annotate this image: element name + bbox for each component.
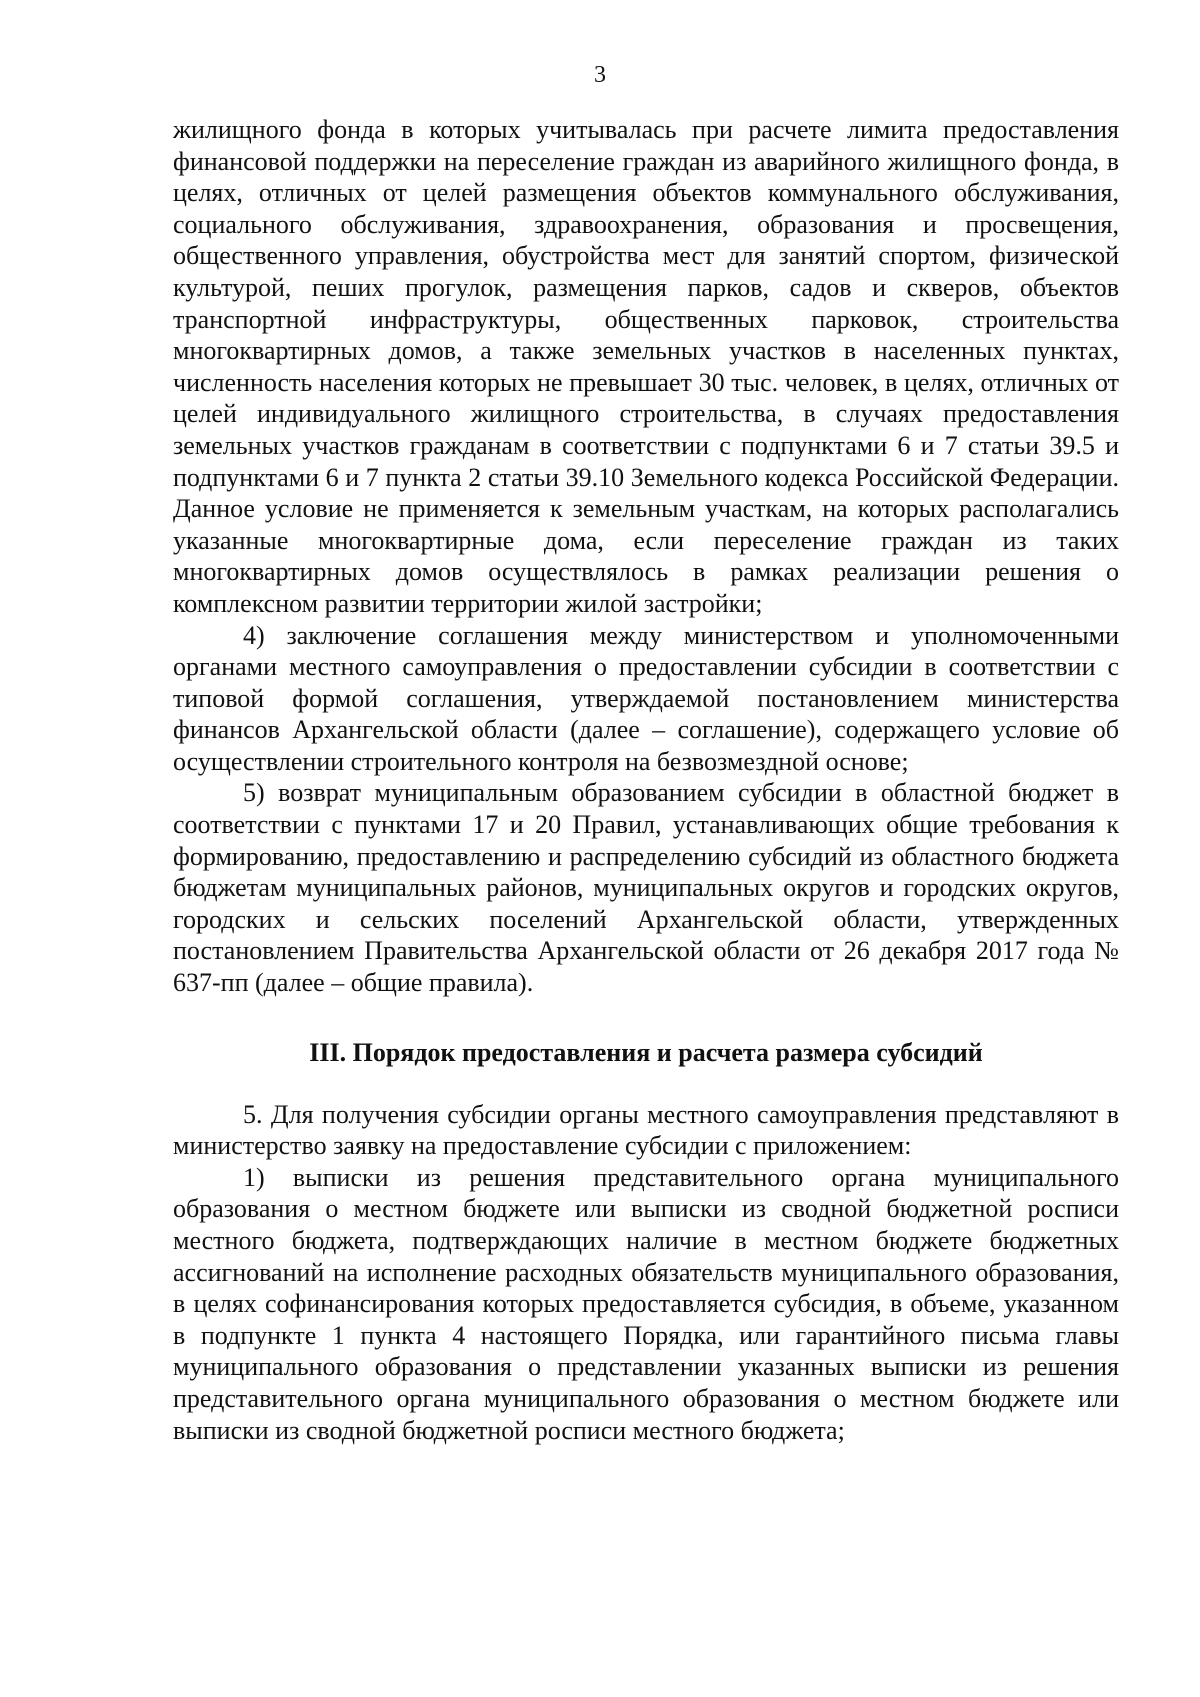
page-number: 3 [594, 62, 606, 88]
paragraph-point-5: 5. Для получения субсидии органы местного самоуправления представляют в министерство заявку на предоставление субсидии с приложением: [173, 1099, 1119, 1161]
paragraph-subitem-1: 1) выписки из решения представительного органа муниципального образования о местном бюджете или выписки из сводной бюджетной росписи местного бюджета, подтверждающих наличие в местном бюджете бюджетных ассигнований на исполнение расходных обязательств муниципального образования, в целях софинансирования которых предоставляется субсидия, в объеме, указанном в подпункте 1 пункта 4 настоящего Порядка, или гарантийного письма главы муниципального образования о представлении указанных выписки из решения представительного органа муниципального образования о местном бюджете или выписки из сводной бюджетной росписи местного бюджета; [173, 1162, 1119, 1445]
paragraph-continuation: жилищного фонда в которых учитывалась при расчете лимита предоставления финансовой поддержки на переселение граждан из аварийного жилищного фонда, в целях, отличных от целей размещения объектов коммунального обслуживания, социального обслуживания, здравоохранения, образования и просвещения, общественного управления, обустройства мест для занятий спортом, физической культурой, пеших прогулок, размещения парков, садов и скверов, объектов транспортной инфраструктуры, общественных парковок, строительства многоквартирных домов, а также земельных участков в населенных пунктах, численность населения которых не превышает 30 тыс. человек, в целях, отличных от целей индивидуального жилищного строительства, в случаях предоставления земельных участков гражданам в соответствии с подпунктами 6 и 7 статьи 39.5 и подпунктами 6 и 7 пункта 2 статьи 39.10 Земельного кодекса Российской Федерации. Данное условие не применяется к земельным участкам, на которых располагались указанные многоквартирные дома, если переселение граждан из таких многоквартирных домов осуществлялось в рамках реализации решения о комплексном развитии территории жилой застройки; [173, 115, 1119, 618]
section-heading: III. Порядок предоставления и расчета размера субсидий [309, 1037, 983, 1067]
paragraph-item-4: 4) заключение соглашения между министерством и уполномоченными органами местного самоуправления о предоставлении субсидии в соответствии с типовой формой соглашения, утверждаемой постановлением министерства финансов Архангельской области (далее – соглашение), содержащего условие об осуществлении строительного контроля на безвозмездной основе; [173, 620, 1119, 776]
paragraph-item-5: 5) возврат муниципальным образованием субсидии в областной бюджет в соответствии с пунктами 17 и 20 Правил, устанавливающих общие требования к формированию, предоставлению и распределению субсидий из областного бюджета бюджетам муниципальных районов, муниципальных округов и городских округов, городских и сельских поселений Архангельской области, утвержденных постановлением Правительства Архангельской области от 26 декабря 2017 года № 637-пп (далее – общие правила). [173, 778, 1119, 998]
document-body [173, 114, 1119, 1446]
